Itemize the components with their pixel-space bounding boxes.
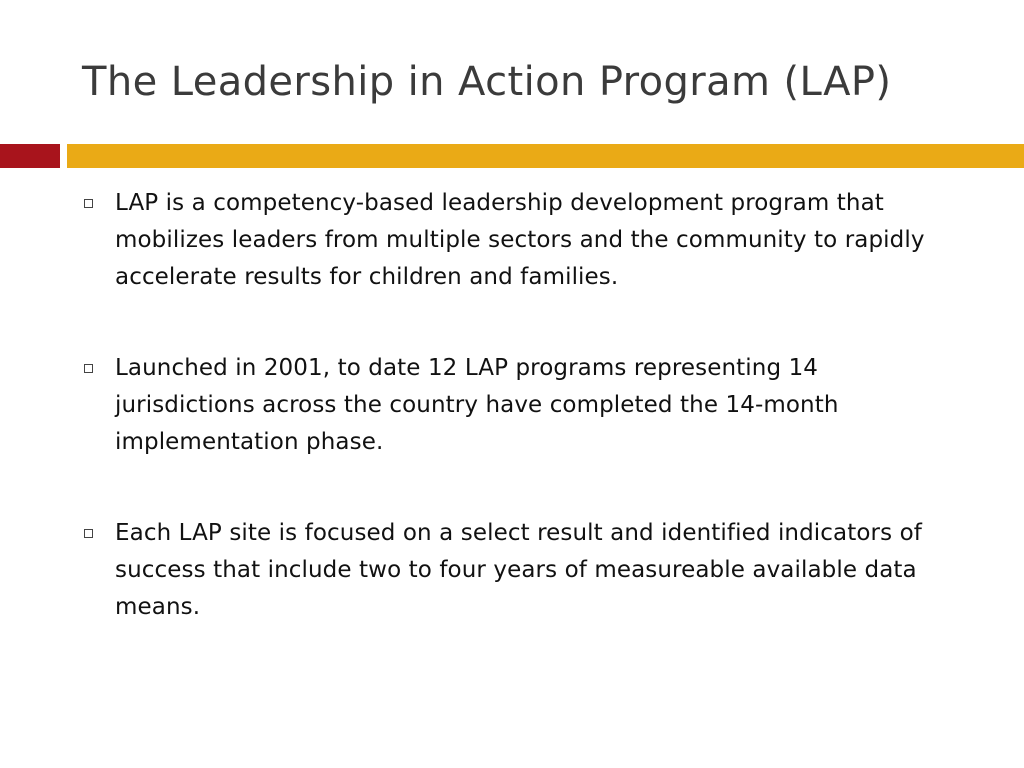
accent-bar-gold — [67, 144, 1024, 168]
bullet-item — [82, 350, 982, 461]
bullet-text: Each LAP site is focused on a select result and identified indicators of success that include two to four years of measureable available data means. — [115, 520, 922, 620]
bullet-item — [82, 185, 982, 296]
hollow-square-bullet-icon — [84, 364, 93, 373]
hollow-square-bullet-icon — [84, 199, 93, 208]
bullet-text: Launched in 2001, to date 12 LAP programs representing 14 jurisdictions across the country have completed the 14-month implementation phase. — [115, 355, 839, 455]
bullet-list — [82, 185, 982, 680]
bullet-text: LAP is a competency-based leadership development program that mobilizes leaders from multiple sectors and the community to rapidly accelerate results for children and families. — [115, 190, 925, 290]
hollow-square-bullet-icon — [84, 529, 93, 538]
bullet-item — [82, 515, 982, 626]
accent-bar-red — [0, 144, 60, 168]
slide-title: The Leadership in Action Program (LAP) — [82, 59, 892, 105]
